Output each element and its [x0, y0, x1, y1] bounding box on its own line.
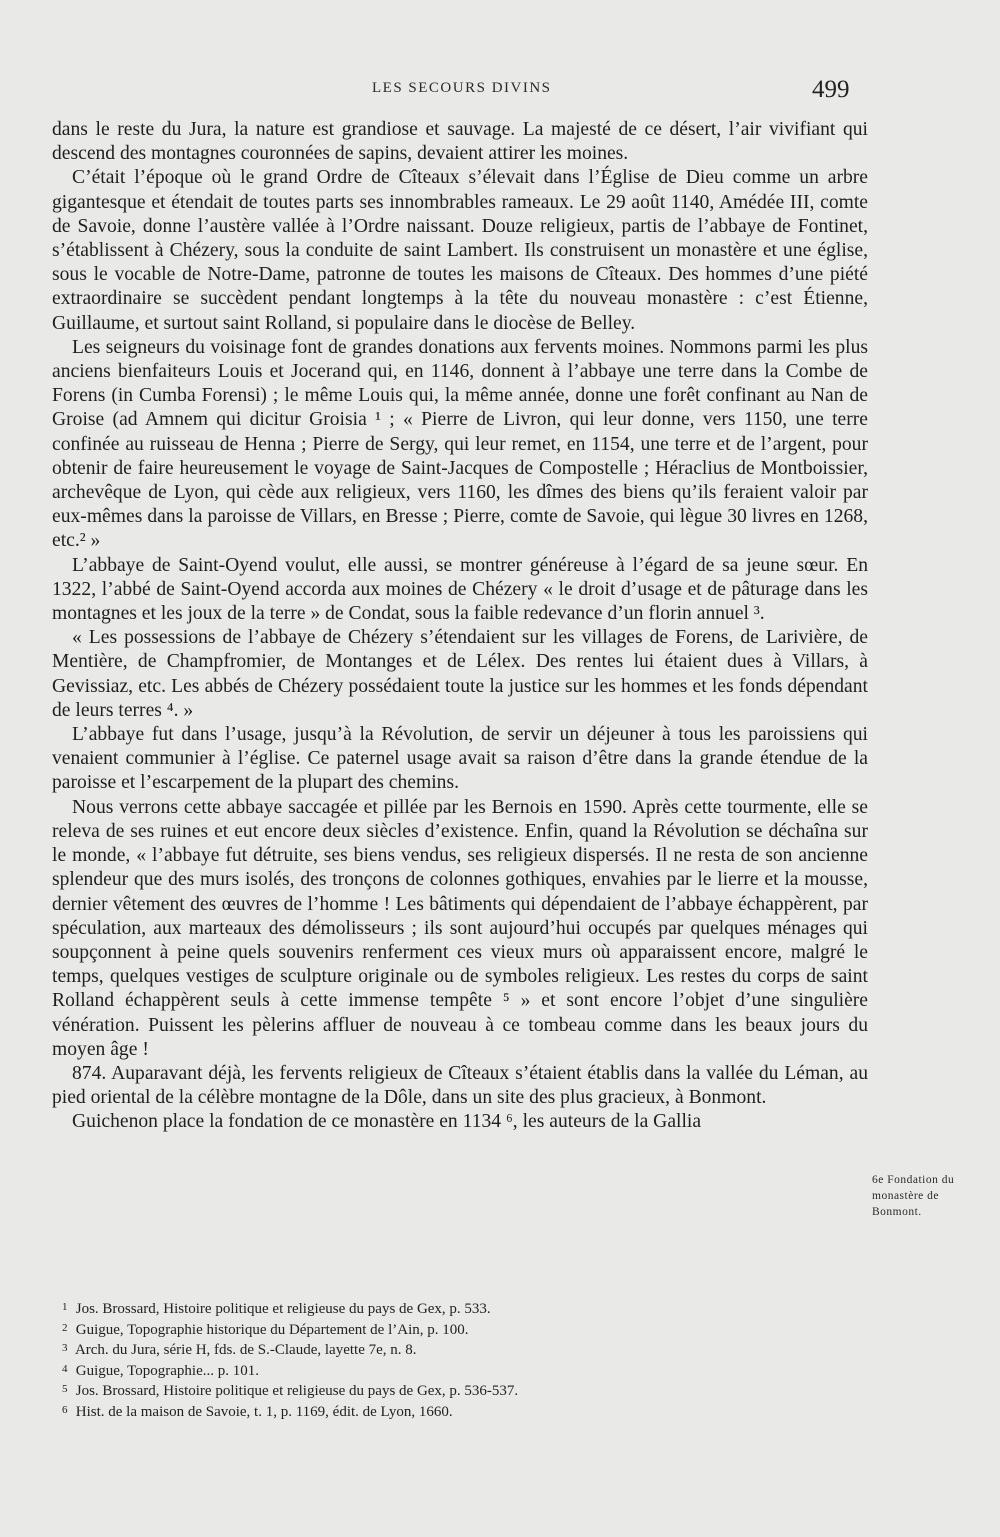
- paragraph: L’abbaye de Saint-Oyend voulut, elle aussi, se montrer généreuse à l’égard de sa jeune sœur. En 1322, l’abbé de Saint-Oyend accorda aux moines de Chézery « le droit d’usage et de pâturage dans les montagnes et les joux de la terre » de Condat, sous la faible redevance d’un florin annuel ³.: [52, 554, 868, 625]
- footnote-number: 3: [62, 1342, 68, 1355]
- page-header: [0, 76, 1000, 106]
- paragraph: dans le reste du Jura, la nature est grandiose et sauvage. La majesté de ce désert, l’air vivifiant qui descend des montagnes couronnées de sapins, devaient attirer les moines.: [52, 119, 868, 165]
- footnotes: [62, 1298, 822, 1422]
- footnote-text: Guigue, Topographie historique du Département de l’Ain, p. 100.: [75, 1321, 469, 1338]
- footnote-number: 1: [62, 1301, 68, 1313]
- footnote-number: 5: [62, 1383, 68, 1396]
- footnote: [62, 1401, 822, 1422]
- footnote-number: 2: [62, 1321, 68, 1334]
- footnote: [62, 1298, 822, 1319]
- paragraph: « Les possessions de l’abbaye de Chézery s’étendaient sur les villages de Forens, de Larivière, de Mentière, de Champfromier, de Montanges et de Lélex. Des rentes lui étaient dues à Villars, à Gevissiaz, etc. Les abbés de Chézery possédaient toute la justice sur les hommes et les fonds dépendant de leurs terres ⁴. »: [52, 627, 868, 721]
- footnote-number: 4: [62, 1362, 68, 1375]
- paragraph: C’était l’époque où le grand Ordre de Cîteaux s’élevait dans l’Église de Dieu comme un arbre gigantesque et étendait de toutes parts ses innombrables rameaux. Le 29 août 1140, Amédée III, comte de Savoie, donne l’austère vallée à l’Ordre naissant. Douze religieux, partis de l’abbaye de Fontinet, s’établissent à Chézery, sous la conduite de saint Lambert. Ils construisent un monastère et une église, sous le vocable de Notre-Dame, patronne de toutes les maisons de Cîteaux. Des hommes d’une piété extraordinaire se succèdent pendant longtemps à la tête du nouveau monastère : c’est Étienne, Guillaume, et surtout saint Rolland, si populaire dans le diocèse de Belley.: [52, 167, 868, 334]
- footnote: [62, 1319, 822, 1340]
- margin-note: 6e Fondation du monastère de Bonmont.: [872, 1174, 955, 1218]
- footnote: [62, 1339, 822, 1360]
- footnote: [62, 1360, 822, 1381]
- footnote-text: Hist. de la maison de Savoie, t. 1, p. 1169, édit. de Lyon, 1660.: [75, 1403, 453, 1420]
- footnote-text: Jos. Brossard, Histoire politique et religieuse du pays de Gex, p. 533.: [75, 1301, 491, 1317]
- footnote-text: Jos. Brossard, Histoire politique et religieuse du pays de Gex, p. 536-537.: [75, 1383, 519, 1400]
- page-number: 499: [812, 76, 850, 103]
- footnote-number: 6: [62, 1403, 68, 1416]
- paragraph: Guichenon place la fondation de ce monastère en 1134 ⁶, les auteurs de la Gallia: [72, 1111, 702, 1133]
- body-text: [52, 118, 868, 1135]
- paragraph: 874. Auparavant déjà, les fervents religieux de Cîteaux s’étaient établis dans la vallée du Léman, au pied oriental de la célèbre montagne de la Dôle, dans un site des plus gracieux, à Bonmont.: [52, 1062, 868, 1109]
- footnote-text: Arch. du Jura, série H, fds. de S.-Claude, layette 7e, n. 8.: [74, 1342, 417, 1359]
- paragraph: L’abbaye fut dans l’usage, jusqu’à la Révolution, de servir un déjeuner à tous les paroissiens qui venaient communier à l’église. Ce paternel usage avait sa raison d’être dans la grande étendue de la paroisse et l’escarpement de la plupart des chemins.: [52, 724, 868, 794]
- paragraph: Nous verrons cette abbaye saccagée et pillée par les Bernois en 1590. Après cette tourmente, elle se releva de ses ruines et eut encore deux siècles d’existence. Enfin, quand la Révolution se déchaîna sur le monde, « l’abbaye fut détruite, ses biens vendus, ses religieux dispersés. Il ne resta de son ancienne splendeur que des murs isolés, des tronçons de colonnes gothiques, envahies par le lierre et la mousse, dernier vêtement des œuvres de l’homme ! Les bâtiments qui dépendaient de l’abbaye échappèrent, par spéculation, aux marteaux des démolisseurs ; ils sont aujourd’hui occupés par quelques ménages qui soupçonnent à peine quels souvenirs renferment ces vieux murs où apparaissent encore, malgré le temps, quelques vestiges de sculpture originale ou de symboles religieux. Les restes du corps de saint Rolland échappèrent seuls à cette immense tempête ⁵ » et sont encore l’objet d’une singulière vénération. Puissent les pèlerins affluer de nouveau à ce tombeau comme dans les beaux jours du moyen âge !: [52, 796, 868, 1060]
- footnote-text: Guigue, Topographie... p. 101.: [75, 1362, 259, 1379]
- running-title: LES SECOURS DIVINS: [372, 80, 552, 96]
- footnote: [62, 1380, 822, 1401]
- paragraph: Les seigneurs du voisinage font de grandes donations aux fervents moines. Nommons parmi les plus anciens bienfaiteurs Louis et Jocerand qui, en 1146, donnent à l’abbaye une terre dans la Combe de Forens (in Cumba Forensi) ; le même Louis qui, la même année, donne une forêt confinant au Nan de Groise (ad Amnem qui dicitur Groisia ¹ ; « Pierre de Livron, qui leur donne, vers 1150, une terre confinée au ruisseau de Henna ; Pierre de Sergy, qui leur remet, en 1154, une terre et de l’argent, pour obtenir de faire heureusement le voyage de Saint-Jacques de Compostelle ; Héraclius de Montboissier, archevêque de Lyon, qui cède aux religieux, vers 1160, les dîmes des biens qu’ils feraient valoir par eux-mêmes dans la paroisse de Villars, en Bresse ; Pierre, comte de Savoie, qui lègue 30 livres en 1268, etc.² »: [52, 336, 868, 552]
